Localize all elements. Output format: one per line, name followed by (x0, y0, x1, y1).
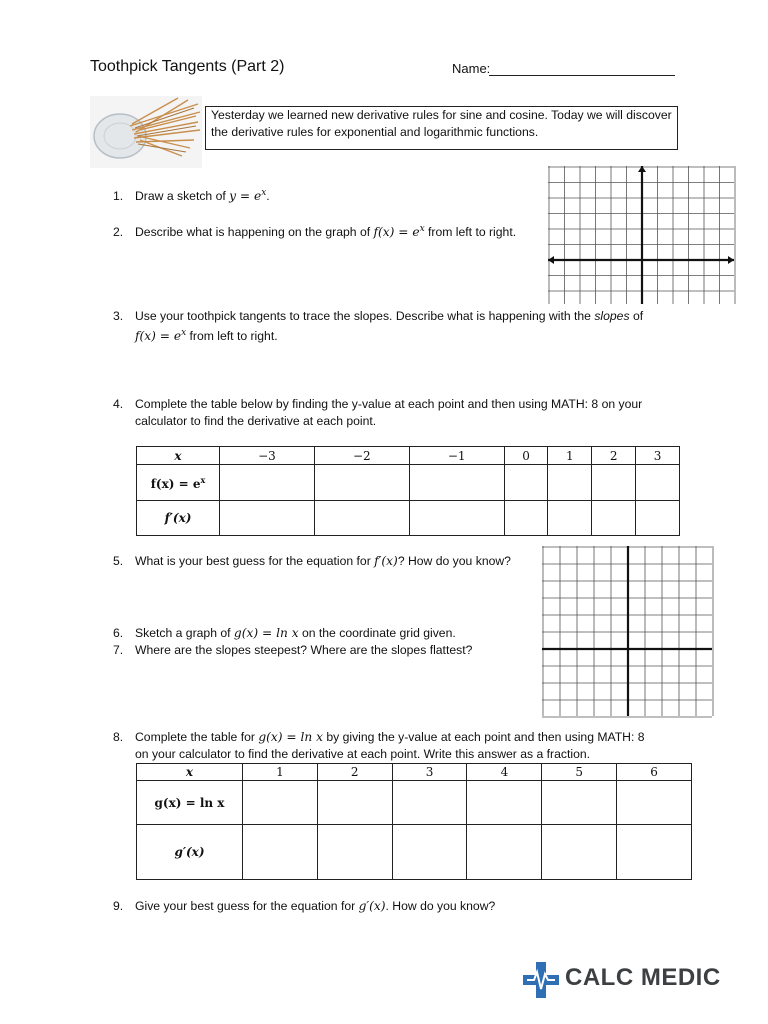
coordinate-grid-1[interactable] (548, 166, 740, 309)
answer-cell[interactable] (592, 501, 636, 536)
answer-cell[interactable] (392, 781, 467, 825)
row-label-gx: g(x) = ln x (137, 781, 243, 825)
answer-cell[interactable] (542, 825, 617, 880)
calc-medic-logo-icon (523, 962, 559, 1003)
answer-cell[interactable] (467, 781, 542, 825)
table-header-cell: x (137, 447, 220, 465)
table-header-cell: 2 (317, 764, 392, 781)
answer-cell[interactable] (504, 501, 548, 536)
coordinate-grid-2[interactable] (542, 546, 724, 723)
answer-cell[interactable] (548, 465, 592, 501)
question-9: 9. Give your best guess for the equation for g′(x). How do you know? (113, 899, 496, 913)
name-label: Name: (452, 61, 491, 76)
answer-cell[interactable] (243, 781, 318, 825)
question-8: 8. Complete the table for g(x) = ln x by giving the y-value at each point and then using MATH: 8 on your calculator to find the derivative at each point. Write this answer as a fraction. (113, 730, 645, 761)
answer-cell[interactable] (409, 465, 504, 501)
table-header-cell: 2 (592, 447, 636, 465)
question-7: 7. Where are the slopes steepest? Where are the slopes flattest? (113, 643, 473, 657)
row-label-fprime: f′(x) (137, 501, 220, 536)
answer-cell[interactable] (548, 501, 592, 536)
question-5: 5. What is your best guess for the equation for f′(x)? How do you know? (113, 554, 511, 568)
answer-cell[interactable] (504, 465, 548, 501)
answer-cell[interactable] (409, 501, 504, 536)
question-1: 1. Draw a sketch of $y = e^x$. (113, 188, 270, 204)
question-2: 2. Describe what is happening on the graph of $f(x) = e^x$ from left to right. (113, 224, 517, 240)
table-header-cell: 1 (243, 764, 318, 781)
table-header-cell: 6 (617, 764, 692, 781)
question-4: 4. Complete the table below by finding the y-value at each point and then using MATH: 8 on your calculator to find the derivative at each point. (113, 397, 643, 428)
answer-cell[interactable] (220, 501, 315, 536)
question-6: 6. Sketch a graph of g(x) = ln x on the coordinate grid given. (113, 626, 456, 640)
axis-arrow (728, 256, 734, 264)
answer-cell[interactable] (314, 465, 409, 501)
table-header-cell: 1 (548, 447, 592, 465)
answer-cell[interactable] (592, 465, 636, 501)
answer-cell[interactable] (467, 825, 542, 880)
answer-cell[interactable] (317, 781, 392, 825)
answer-cell[interactable] (617, 781, 692, 825)
row-label-gprime: g′(x) (137, 825, 243, 880)
intro-box: Yesterday we learned new derivative rules for sine and cosine. Today we will discover the derivative rules for exponential and logarithmic functions. (205, 106, 678, 150)
row-label-fx: $f(x) = e^x$ (137, 465, 220, 501)
table-header-cell: 3 (392, 764, 467, 781)
answer-cell[interactable] (636, 501, 680, 536)
table-header-cell: −2 (314, 447, 409, 465)
derivative-table-ln (136, 763, 692, 880)
answer-cell[interactable] (220, 465, 315, 501)
answer-cell[interactable] (317, 825, 392, 880)
name-line[interactable] (489, 75, 675, 76)
answer-cell[interactable] (617, 825, 692, 880)
derivative-table-exp (136, 446, 680, 536)
answer-cell[interactable] (314, 501, 409, 536)
table-header-cell: 3 (636, 447, 680, 465)
answer-cell[interactable] (392, 825, 467, 880)
answer-cell[interactable] (243, 825, 318, 880)
table-header-cell: 0 (504, 447, 548, 465)
toothpick-jar-image (90, 96, 202, 168)
page-title: Toothpick Tangents (Part 2) (90, 58, 285, 75)
table-header-cell: x (137, 764, 243, 781)
question-3: 3. Use your toothpick tangents to trace the slopes. Describe what is happening with the slopes of $f(x) = e^x$ from left to right. (113, 309, 644, 344)
table-header-cell: −1 (409, 447, 504, 465)
table-header-cell: −3 (220, 447, 315, 465)
table-header-cell: 4 (467, 764, 542, 781)
answer-cell[interactable] (542, 781, 617, 825)
answer-cell[interactable] (636, 465, 680, 501)
table-header-cell: 5 (542, 764, 617, 781)
calc-medic-logo-text: CALC MEDIC (565, 964, 721, 991)
